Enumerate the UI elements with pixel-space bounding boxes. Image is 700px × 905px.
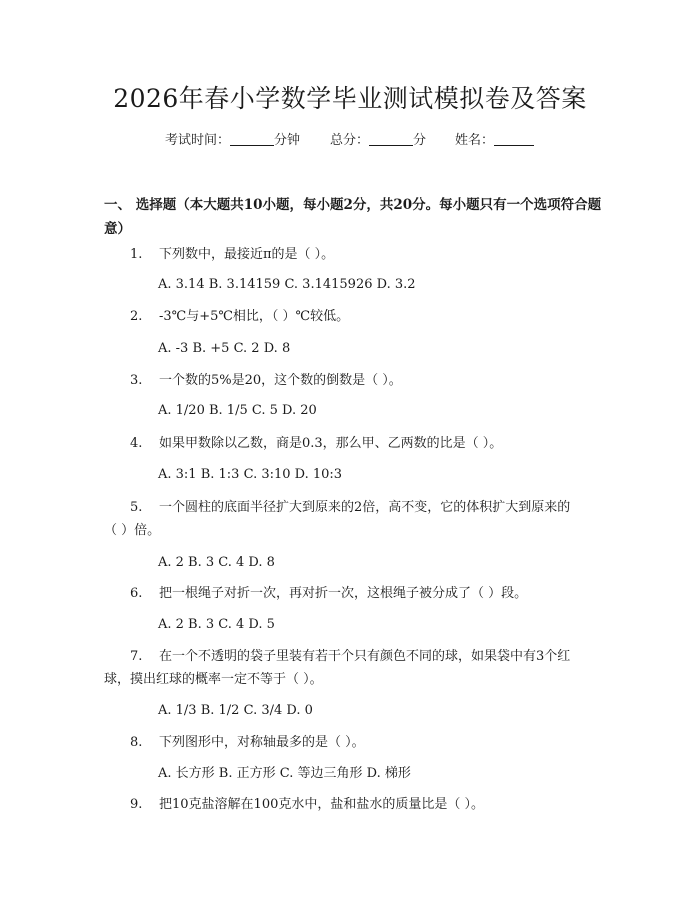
total-score-label: 总分：: [330, 133, 370, 148]
question-options: A. 1/20 B. 1/5 C. 5 D. 20: [158, 403, 317, 418]
question-item: [130, 793, 484, 816]
question-text: 把一根绳子对折一次，再对折一次，这根绳子被分成了（ ）段。: [159, 586, 528, 601]
question-number: 2.: [130, 309, 143, 324]
exam-time-unit: 分钟: [274, 133, 301, 148]
name-field: [455, 132, 534, 150]
question-text: 下列数中，最接近π的是（ ）。: [159, 247, 335, 262]
exam-time-field: [165, 132, 300, 150]
exam-title: 2026年春小学数学毕业测试模拟卷及答案: [113, 84, 587, 113]
exam-time-blank: [230, 132, 274, 146]
total-score-field: [330, 132, 426, 150]
question-item: [130, 432, 502, 455]
question-text-line1: 一个圆柱的底面半径扩大到原来的2倍，高不变，它的体积扩大到原来的: [159, 500, 571, 515]
question-text-line2: 球，摸出红球的概率一定不等于（ ）。: [104, 672, 323, 687]
question-item: [130, 243, 334, 266]
question-options: A. 2 B. 3 C. 4 D. 8: [158, 555, 275, 570]
question-item: [130, 645, 570, 668]
question-text: 如果甲数除以乙数，商是0.3，那么甲、乙两数的比是（ ）。: [159, 436, 503, 451]
question-options: A. 长方形 B. 正方形 C. 等边三角形 D. 梯形: [158, 766, 411, 781]
question-options: A. 2 B. 3 C. 4 D. 5: [158, 617, 275, 632]
question-item: [130, 305, 349, 328]
question-text: 把10克盐溶解在100克水中，盐和盐水的质量比是（ ）。: [159, 797, 484, 812]
total-score-unit: 分: [413, 133, 427, 148]
question-number: 9.: [130, 797, 143, 812]
question-text: -3℃与+5℃相比，（ ）℃较低。: [159, 309, 350, 324]
question-number: 3.: [130, 373, 143, 388]
question-number: 1.: [130, 247, 143, 262]
question-options: A. -3 B. +5 C. 2 D. 8: [158, 341, 291, 356]
question-text-line2: （ ）倍。: [104, 523, 161, 538]
question-text: 一个数的5%是20，这个数的倒数是（ ）。: [159, 373, 402, 388]
section-heading: 一、 选择题（本大题共10小题，每小题2分，共20分。每小题只有一个选项符合题意）: [104, 197, 602, 237]
question-item: [130, 582, 527, 605]
total-score-blank: [369, 132, 413, 146]
question-item: [130, 369, 402, 392]
question-number: 4.: [130, 436, 143, 451]
question-text-line1: 在一个不透明的袋子里装有若干个只有颜色不同的球，如果袋中有3个红: [159, 649, 571, 664]
exam-time-label: 考试时间：: [165, 133, 231, 148]
question-item: [130, 496, 570, 519]
question-item: [130, 731, 365, 754]
question-options: A. 3.14 B. 3.14159 C. 3.1415926 D. 3.2: [158, 277, 416, 292]
question-text: 下列图形中，对称轴最多的是（ ）。: [159, 735, 365, 750]
question-number: 7.: [130, 649, 143, 664]
name-blank: [494, 132, 534, 146]
question-number: 8.: [130, 735, 143, 750]
question-number: 6.: [130, 586, 143, 601]
question-options: A. 3:1 B. 1:3 C. 3:10 D. 10:3: [158, 467, 343, 482]
name-label: 姓名：: [455, 133, 495, 148]
question-number: 5.: [130, 500, 143, 515]
question-options: A. 1/3 B. 1/2 C. 3/4 D. 0: [158, 703, 313, 718]
